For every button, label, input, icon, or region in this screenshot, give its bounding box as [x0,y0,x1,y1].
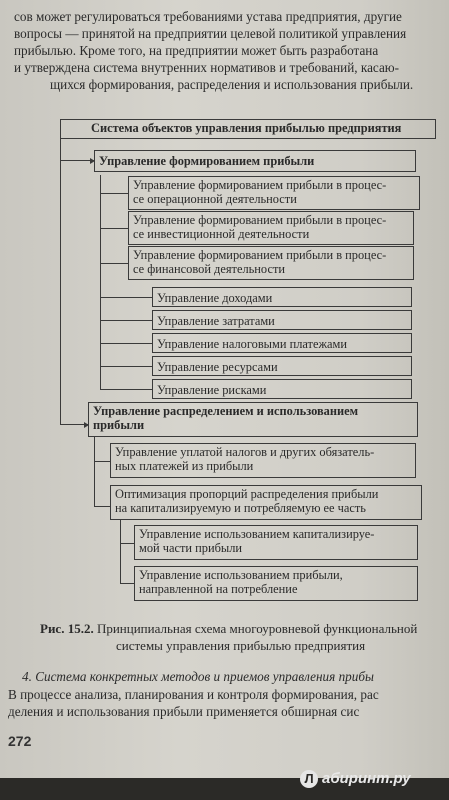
connector-optim [94,506,110,507]
distribution-line1: Управление распределением и использованием [93,404,359,418]
item-tax-payments: Управление налоговыми платежами [152,333,412,353]
body-line-1: В процессе анализа, планирования и контроля формирования, рас [8,687,379,702]
connector-optim-vertical [120,520,121,584]
intro-line-5: щихся формирования, распределения и использования прибыли. [50,77,414,92]
connector-root-vertical [60,135,61,425]
tax-payment-line2: ных платежей из прибыли [115,459,254,473]
consumption-use-box [134,566,418,601]
activity-inv-line2: се инвестиционной деятельности [133,227,310,241]
intro-line-3: прибылью. Кроме того, на предприятии может быть разработана [14,43,379,58]
connector-taxes [100,343,152,344]
activity-fin-line2: се финансовой деятельности [133,262,285,276]
item-resources: Управление ресурсами [152,356,412,376]
activity-op-line2: се операционной деятельности [133,192,297,206]
root-box: Система объектов управления прибылью предприятия [60,119,436,139]
optimization-line2: на капитализируемую и потребляемую ее часть [115,501,366,515]
activity-op-line1: Управление формированием прибыли в процес- [133,178,387,192]
connector-costs [100,320,152,321]
connector-to-formation [60,160,94,161]
figure-caption [40,620,417,637]
labirint-logo-icon: Л [300,770,318,788]
connector-income [100,297,152,298]
connector-formation-vertical [100,175,101,390]
connector-tax-pay [94,461,110,462]
watermark [300,770,411,788]
capitalized-line1: Управление использованием капитализируе- [139,527,375,541]
capitalized-line2: мой части прибыли [139,541,243,555]
connector-inv [100,228,128,229]
activity-box-operational [128,176,420,210]
activity-box-investment [128,211,414,245]
formation-box: Управление формированием прибыли [94,150,416,172]
caption-line1: Принципиальная схема многоуровневой функциональной [96,621,418,636]
intro-line-2: вопросы — принятой на предприятии целевой политикой управления [14,26,407,41]
activity-box-financial [128,246,414,280]
connector-risks [100,389,152,390]
tax-payment-box [110,443,416,478]
connector-fin [100,263,128,264]
watermark-text: абиринт.ру [322,770,411,787]
intro-line-4: и утверждена система внутренних нормативов и требований, касаю- [14,60,400,75]
capitalized-use-box [134,525,418,560]
section-heading: 4. Система конкретных методов и приемов управления прибы [22,669,374,684]
activity-fin-line1: Управление формированием прибыли в процес- [133,248,387,262]
connector-resources [100,366,152,367]
page-number: 272 [8,733,32,749]
connector-distribution-vertical [94,437,95,507]
distribution-line2: прибыли [93,418,145,432]
consumption-line2: направленной на потребление [139,582,298,596]
body-line-2: деления и использования прибыли применяется обширная сис [8,704,360,719]
consumption-line1: Управление использованием прибыли, [139,568,343,582]
caption-label: Рис. 15.2. [40,621,94,636]
connector-op [100,193,128,194]
intro-line-1: сов может регулироваться требованиями устава предприятия, другие [14,9,402,24]
optimization-line1: Оптимизация пропорций распределения прибыли [115,487,379,501]
optimization-box [110,485,422,520]
caption-line2: системы управления прибылью предприятия [116,638,366,653]
distribution-box [88,402,418,437]
item-costs: Управление затратами [152,310,412,330]
activity-inv-line1: Управление формированием прибыли в процес- [133,213,387,227]
item-risks: Управление рисками [152,379,412,399]
connector-consumption [120,583,134,584]
connector-capital [120,543,134,544]
tax-payment-line1: Управление уплатой налогов и других обязатель- [115,445,375,459]
item-income: Управление доходами [152,287,412,307]
